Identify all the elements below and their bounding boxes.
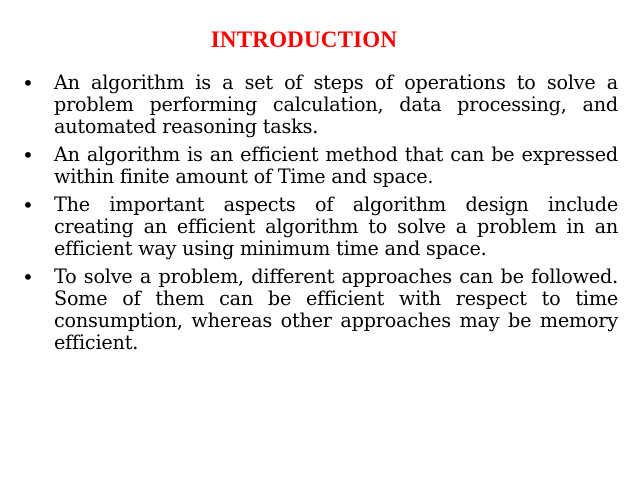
- slide-title: INTRODUCTION: [210, 27, 398, 52]
- bullet-text: The important aspects of algorithm design include creating an efficient algorithm to solve a problem in an efficient way using minimum time and space.: [54, 193, 618, 260]
- bullet-icon: •: [22, 265, 34, 289]
- bullet-icon: •: [22, 71, 34, 95]
- bullet-item: [22, 72, 618, 138]
- bullet-text: An algorithm is an efficient method that can be expressed within finite amount of Time and space.: [54, 143, 618, 188]
- bullet-icon: •: [22, 193, 34, 217]
- bullet-item: [22, 194, 618, 260]
- bullet-icon: •: [22, 143, 34, 167]
- bullet-item: [22, 266, 618, 354]
- bullet-item: [22, 144, 618, 188]
- bullet-text: To solve a problem, different approaches can be followed. Some of them can be efficient with respect to time consumption, whereas other approaches may be memory efficient.: [54, 265, 618, 354]
- bullet-list: [22, 72, 618, 360]
- bullet-text: An algorithm is a set of steps of operations to solve a problem performing calculation, data processing, and automated reasoning tasks.: [54, 71, 618, 138]
